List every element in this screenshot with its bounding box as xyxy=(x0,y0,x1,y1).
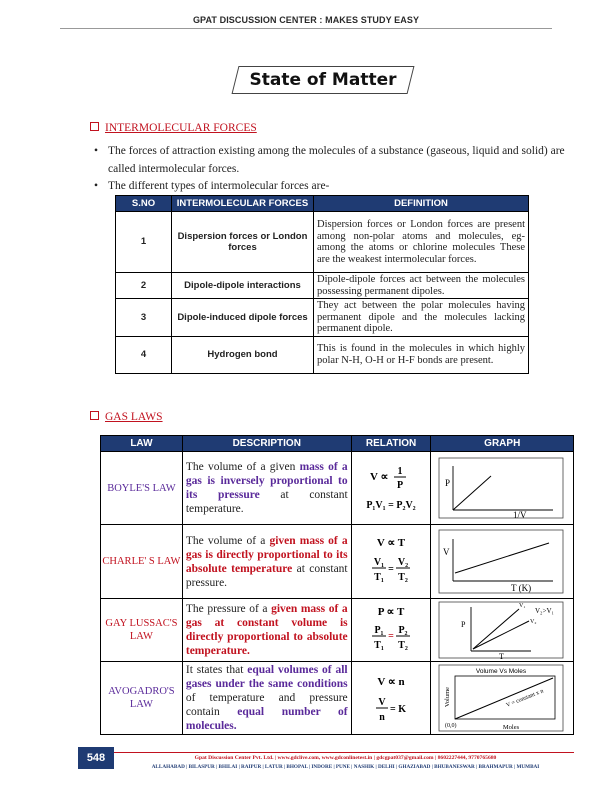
chapter-title: State of Matter xyxy=(249,70,397,90)
law-graph xyxy=(431,452,574,525)
law-relation xyxy=(351,525,431,599)
rel-prop: P ∝ T xyxy=(377,606,405,618)
law-name: AVOGADRO'S LAW xyxy=(101,662,183,735)
rel-eq: = xyxy=(388,631,394,642)
rel-eq: = xyxy=(388,563,394,575)
cell-definition: Dipole-dipole forces act between the molecules possessing permanent dipoles. xyxy=(314,273,529,299)
rel-lhs: V ∝ xyxy=(370,471,389,483)
y-label: V xyxy=(443,547,450,557)
rel-n2: P₂ xyxy=(398,625,408,636)
law-graph xyxy=(431,599,574,662)
cell-definition: They act between the polar molecules having permanent dipole and the molecules lacking permanent dipole. xyxy=(314,299,529,337)
table-row xyxy=(116,299,529,337)
cell-force: Hydrogen bond xyxy=(172,336,314,373)
checkbox-icon xyxy=(90,122,99,131)
section-title: GAS LAWS xyxy=(105,411,163,423)
rel-n1: V₁ xyxy=(373,556,385,568)
desc-text: The volume of a xyxy=(185,534,270,547)
cell-sno: 4 xyxy=(116,336,172,373)
cell-sno: 3 xyxy=(116,299,172,337)
table-header-row xyxy=(116,196,529,212)
law-description xyxy=(182,452,351,525)
graph-frame xyxy=(439,530,563,593)
table-row-boyle xyxy=(101,452,574,525)
law-relation xyxy=(351,452,431,525)
chapter-banner xyxy=(235,66,411,94)
desc-highlight: given mass of a gas at constant volume is directly proportional to absolute temperature. xyxy=(185,603,348,657)
checkbox-icon xyxy=(90,411,99,420)
rel-n2: V₂ xyxy=(397,556,409,568)
x-label: T xyxy=(499,652,505,661)
rel-prop: V ∝ T xyxy=(376,536,406,549)
graph-line xyxy=(453,476,491,510)
cell-sno: 2 xyxy=(116,273,172,299)
law-graph xyxy=(431,662,574,735)
y-label: P xyxy=(445,478,451,488)
desc-highlight: mass of a gas is inversely proportional to its pressure xyxy=(185,461,348,501)
desc-highlight: equal volumes of all gases under the same conditions xyxy=(185,664,348,690)
avogadro-graph xyxy=(431,663,571,733)
bullet-text: The forces of attraction existing among the molecules of a substance (gaseous, liquid and solid) are called intermolecular forces. xyxy=(108,145,565,175)
law-name: BOYLE'S LAW xyxy=(101,452,183,525)
table-header-row xyxy=(101,436,574,452)
bullet-text: The different types of intermolecular forces are- xyxy=(108,180,330,192)
rel-rhs: = K xyxy=(390,704,407,715)
bullet-types xyxy=(94,177,570,195)
law-name: GAY LUSSAC'S LAW xyxy=(101,599,183,662)
graph-title: Volume Vs Moles xyxy=(476,668,527,675)
header-divider xyxy=(60,28,552,29)
section-intermolecular-forces xyxy=(90,122,257,134)
cell-force: Dipole-induced dipole forces xyxy=(172,299,314,337)
table-row xyxy=(116,336,529,373)
rel-eq: P₁V₁ = P₂V₂ xyxy=(366,500,416,511)
law-name: CHARLE' S LAW xyxy=(101,525,183,599)
rel-num: 1 xyxy=(397,466,403,477)
rel-prop: V ∝ n xyxy=(377,676,405,688)
col-sno: S.NO xyxy=(116,196,172,212)
desc-text: The pressure of a xyxy=(185,603,272,615)
section-gas-laws xyxy=(90,411,163,423)
rel-den: n xyxy=(379,712,385,723)
footer-cities: ALLAHABAD | BILASPUR | BHILAI | RAIPUR | LATUR | BHOPAL | INDORE | PUNE | NASHIK | DELHI | GHAZIABAD | BHUBANESWAR | BRAHMAPUR | MUMBAI xyxy=(151,764,540,770)
line-label-v1: V₁ xyxy=(519,603,526,609)
section-title: INTERMOLECULAR FORCES xyxy=(105,122,257,134)
rel-d2: T₂ xyxy=(398,571,408,583)
graph-frame xyxy=(439,458,563,518)
footer-contact: Gpat Discussion Center Pvt. Ltd. | www.gdclive.com, www.gdconlinetest.in | gdcgpat037@gmail.com | 8602227444, 9770765680 xyxy=(194,755,497,761)
rel-den: P xyxy=(397,480,404,491)
y-label: P xyxy=(461,620,466,629)
desc-text: at constant pressure. xyxy=(185,562,348,589)
desc-highlight: given mass of a gas is directly proportional to its absolute temperature xyxy=(185,534,348,575)
law-description xyxy=(182,662,351,735)
footer-divider xyxy=(114,752,574,753)
law-relation xyxy=(351,599,431,662)
col-law: LAW xyxy=(101,436,183,452)
origin-label: (0,0) xyxy=(445,723,457,729)
gay-graph xyxy=(431,599,571,661)
bullet-icon: • xyxy=(94,145,99,157)
x-label: 1/V xyxy=(513,510,527,520)
boyle-graph xyxy=(431,452,571,524)
page-number: 548 xyxy=(78,747,114,769)
law-description xyxy=(182,599,351,662)
law-description xyxy=(182,525,351,599)
desc-text: The volume of a given xyxy=(185,461,300,473)
table-row-avogadro xyxy=(101,662,574,735)
table-row-gay-lussac xyxy=(101,599,574,662)
col-definition: DEFINITION xyxy=(314,196,529,212)
desc-text: It states that xyxy=(185,664,248,676)
rel-d1: T₁ xyxy=(374,640,384,651)
boyle-relation xyxy=(352,458,430,518)
col-graph: GRAPH xyxy=(431,436,574,452)
table-row xyxy=(116,212,529,273)
avogadro-relation xyxy=(352,667,430,729)
x-label: Moles xyxy=(503,724,520,731)
graph-line xyxy=(455,678,553,719)
rel-d1: T₁ xyxy=(374,571,384,583)
cell-force: Dispersion forces or London forces xyxy=(172,212,314,273)
law-relation xyxy=(351,662,431,735)
col-relation: RELATION xyxy=(351,436,431,452)
cell-sno: 1 xyxy=(116,212,172,273)
table-row-charles xyxy=(101,525,574,599)
rel-n1: P₁ xyxy=(374,625,384,636)
page-header: GPAT DISCUSSION CENTER : MAKES STUDY EASY xyxy=(192,15,420,25)
desc-text: of temperature and pressure contain xyxy=(185,692,348,718)
cell-definition: This is found in the molecules in which highly polar N-H, O-H or H-F bonds are present. xyxy=(314,336,529,373)
y-label: Volume xyxy=(444,686,452,708)
gas-laws-table xyxy=(100,435,574,735)
charles-relation xyxy=(352,531,430,593)
law-graph xyxy=(431,525,574,599)
col-description: DESCRIPTION xyxy=(182,436,351,452)
cell-force: Dipole-dipole interactions xyxy=(172,273,314,299)
line-label: V = constant x n xyxy=(505,688,545,709)
charles-graph xyxy=(431,525,571,598)
comparison-label: V₂>V₁ xyxy=(535,607,555,615)
intermolecular-forces-table xyxy=(115,195,529,374)
gay-relation xyxy=(352,601,430,659)
col-force: INTERMOLECULAR FORCES xyxy=(172,196,314,212)
desc-text: at constant temperature. xyxy=(185,489,348,515)
rel-num: V xyxy=(378,697,386,708)
line-label-v2: V₂ xyxy=(530,619,537,625)
table-row xyxy=(116,273,529,299)
cell-definition: Dispersion forces or London forces are present among non-polar atoms and molecules, eg- among the atoms or chlorine molecules These are the weakest intermolecular forces. xyxy=(314,212,529,273)
bullet-icon: • xyxy=(94,180,99,192)
x-label: T (K) xyxy=(511,583,532,593)
rel-d2: T₂ xyxy=(398,640,408,651)
desc-highlight: equal number of molecules. xyxy=(185,706,348,732)
bullet-definition xyxy=(94,142,570,178)
graph-line xyxy=(455,543,549,573)
